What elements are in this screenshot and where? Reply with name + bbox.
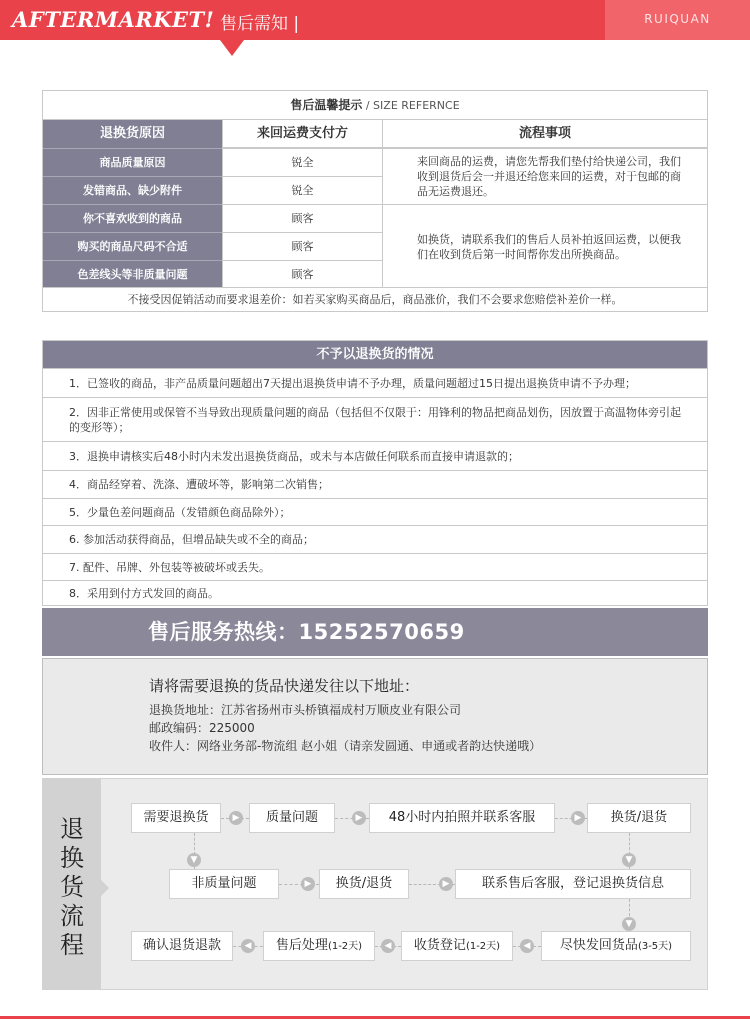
payer-cell: 顾客 (222, 260, 382, 288)
return-address-line: 退换货地址：江苏省扬州市头桥镇福成村万顺皮业有限公司 (149, 703, 462, 717)
side-pointer-icon (101, 880, 109, 896)
recipient-line: 收件人：网络业务部-物流组 赵小姐（请亲发圆通、申通或者韵达快递哦） (149, 739, 542, 753)
return-address-panel (42, 658, 708, 775)
banner-pointer-icon (220, 40, 244, 56)
arrow-right-icon: ▶ (301, 877, 315, 891)
step-need-return: 需要退换货 (131, 803, 221, 833)
tips-table-title: 售后温馨提示 / SIZE REFERNCE (43, 91, 707, 120)
header-shipping-payer: 来回运费支付方 (222, 120, 382, 148)
step-exchange-return: 换货/退货 (319, 869, 409, 899)
brand-english-title: AFTERMARKET! (12, 7, 215, 32)
reason-cell: 色差线头等非质量问题 (43, 260, 222, 288)
process-note-cell: 如换货，请联系我们的售后人员补拍返回运费，以便我们在收到货后第一时间帮你发出所换商品。 (382, 204, 707, 288)
arrow-down-icon: ▼ (622, 853, 636, 867)
arrow-left-icon: ◀ (241, 939, 255, 953)
arrow-right-icon: ▶ (571, 811, 585, 825)
header-return-reason: 退换货原因 (43, 120, 222, 148)
arrow-left-icon: ◀ (381, 939, 395, 953)
no-return-title: 不予以退换货的情况 (43, 341, 707, 368)
step-exchange-return: 换货/退货 (587, 803, 691, 833)
list-item: 1．已签收的商品，非产品质量问题超出7天提出退换货申请不予办理，质量问题超过15日提出退换货申请不予办理； (43, 368, 707, 397)
arrow-down-icon: ▼ (187, 853, 201, 867)
list-item: 3．退换申请核实后48小时内未发出退换货商品，或未与本店做任何联系而直接申请退款的； (43, 441, 707, 470)
header-banner (0, 0, 750, 40)
process-note-cell: 来回商品的运费，请您先帮我们垫付给快递公司，我们收到退货后会一并退还给您来回的运费，对于包邮的商品无运费退还。 (382, 148, 707, 204)
step-confirm-refund: 确认退货退款 (131, 931, 233, 961)
payer-cell: 顾客 (222, 232, 382, 260)
after-sales-tips-table (42, 90, 708, 312)
arrow-left-icon: ◀ (520, 939, 534, 953)
step-after-sales: 售后处理(1-2天) (263, 931, 375, 961)
step-contact-register: 联系售后客服，登记退换货信息 (455, 869, 691, 899)
payer-cell: 顾客 (222, 204, 382, 232)
step-photo-contact: 48小时内拍照并联系客服 (369, 803, 555, 833)
step-receive-register: 收货登记(1-2天) (401, 931, 513, 961)
arrow-right-icon: ▶ (229, 811, 243, 825)
bottom-divider (0, 1016, 750, 1019)
reason-cell: 购买的商品尺码不合适 (43, 232, 222, 260)
list-item: 7. 配件、吊牌、外包装等被破坏或丢失。 (43, 553, 707, 580)
price-difference-note: 不接受因促销活动而要求退差价：如若买家购买商品后，商品涨价，我们不会要求您赔偿补差价一样。 (43, 287, 707, 312)
list-item: 8．采用到付方式发回的商品。 (43, 580, 707, 606)
ruiquan-logo: RUIQUAN (605, 0, 750, 40)
reason-cell: 发错商品、缺少附件 (43, 176, 222, 204)
flow-side-panel (43, 779, 101, 989)
list-item: 6. 参加活动获得商品，但增品缺失或不全的商品； (43, 525, 707, 553)
payer-cell: 锐全 (222, 148, 382, 176)
flow-side-title: 退换货流程 (60, 815, 84, 959)
header-process: 流程事项 (382, 120, 707, 148)
address-title: 请将需要退换的货品快递发往以下地址： (149, 677, 420, 695)
service-hotline: 售后服务热线：15252570659 (42, 608, 708, 656)
return-process-flow (42, 778, 708, 990)
arrow-down-icon: ▼ (622, 917, 636, 931)
arrow-right-icon: ▶ (352, 811, 366, 825)
reason-cell: 商品质量原因 (43, 148, 222, 176)
step-send-back: 尽快发回货品(3-5天) (541, 931, 691, 961)
list-item: 5．少量色差问题商品（发错颜色商品除外）； (43, 498, 707, 525)
list-item: 4．商品经穿着、洗涤、遭破坏等，影响第二次销售； (43, 470, 707, 498)
no-return-conditions-table (42, 340, 708, 606)
list-item: 2．因非正常使用或保管不当导致出现质量问题的商品（包括但不仅限于：用锋利的物品把商品划伤，因放置于高温物体旁引起的变形等）； (43, 397, 707, 441)
brand-chinese-title: 售后需知 | (220, 14, 300, 34)
step-quality-issue: 质量问题 (249, 803, 335, 833)
reason-cell: 你不喜欢收到的商品 (43, 204, 222, 232)
step-non-quality: 非质量问题 (169, 869, 279, 899)
payer-cell: 锐全 (222, 176, 382, 204)
postal-code-line: 邮政编码：225000 (149, 721, 255, 735)
arrow-right-icon: ▶ (439, 877, 453, 891)
